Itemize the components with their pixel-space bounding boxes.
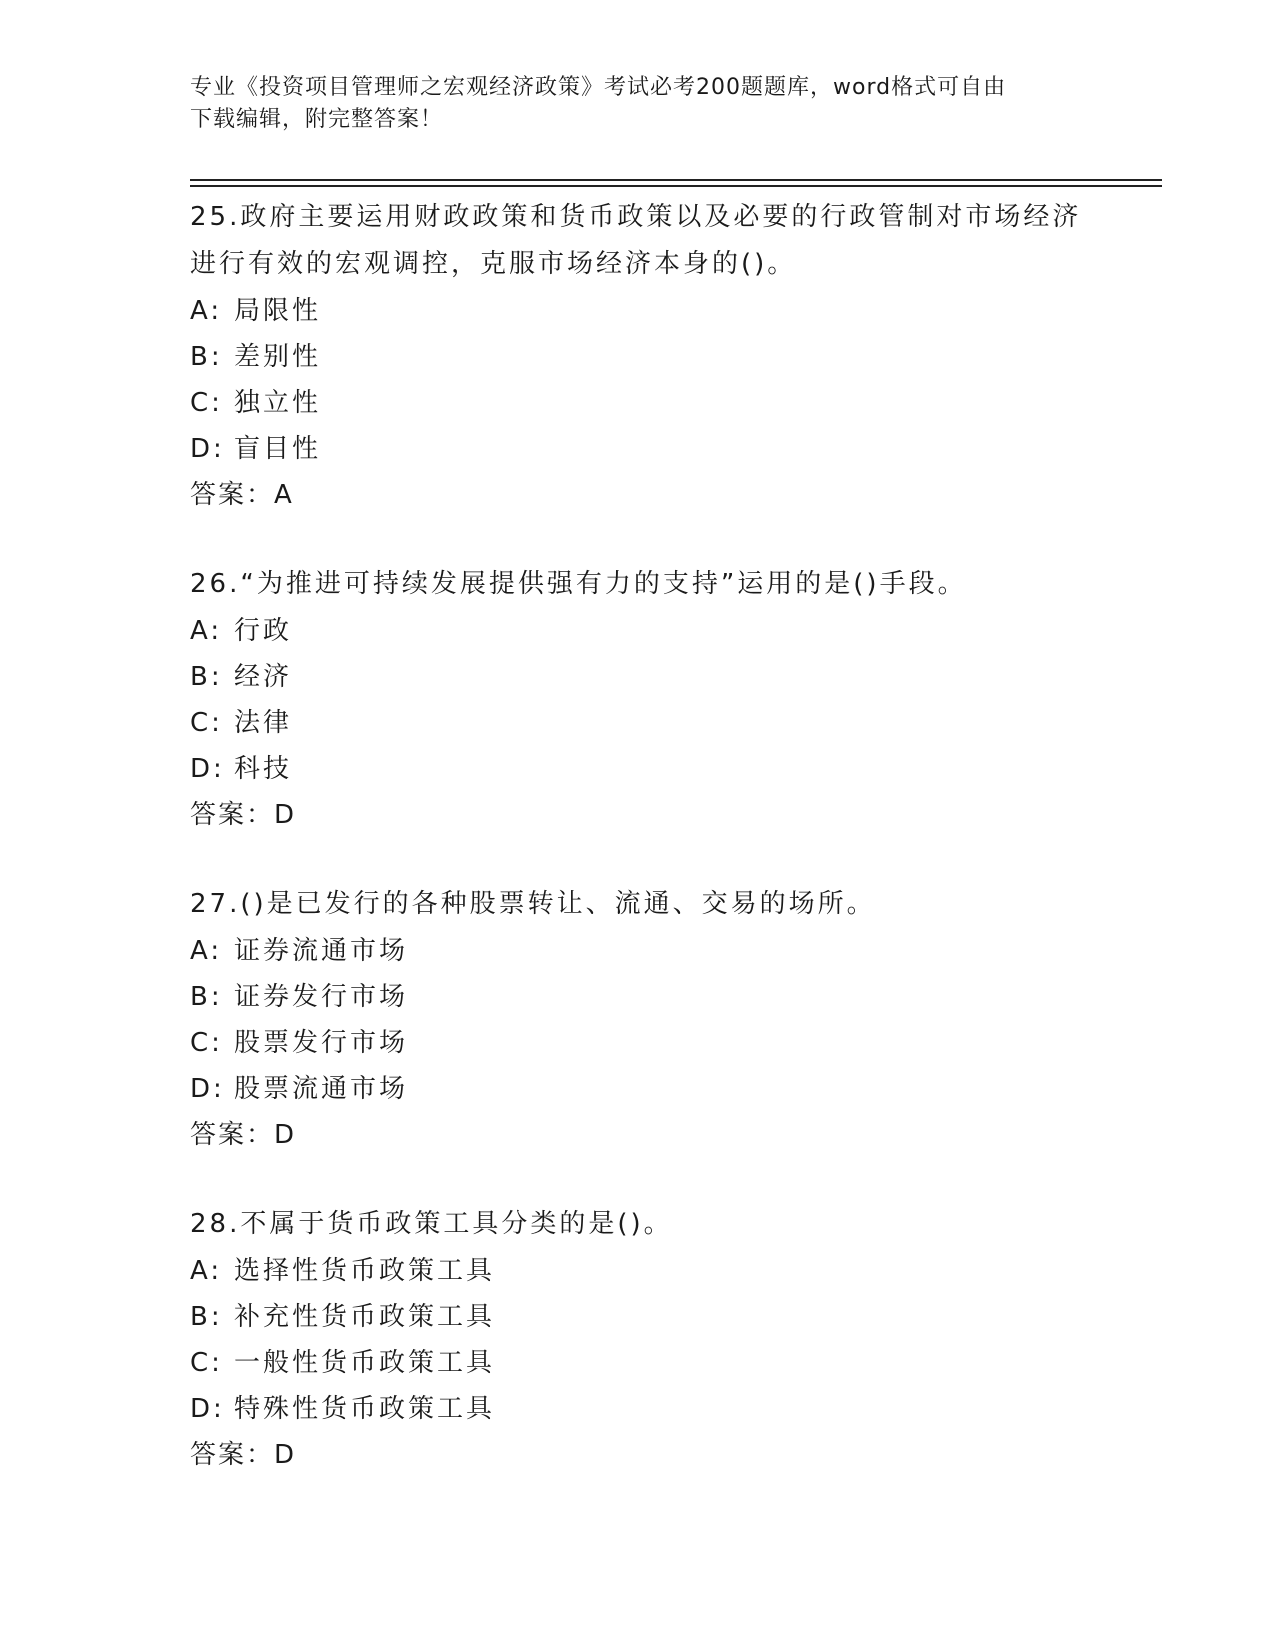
option-text: 独立性: [234, 388, 322, 418]
option-d: [190, 426, 1090, 472]
option-text: 证券流通市场: [234, 936, 409, 966]
option-text: 一般性货币政策工具: [234, 1348, 496, 1378]
option-a: [190, 288, 1090, 334]
option-letter: A:: [190, 616, 223, 646]
answer-value: A: [274, 480, 294, 510]
option-d: [190, 746, 1090, 792]
header-divider-top: [190, 179, 1162, 181]
option-c: [190, 1020, 1090, 1066]
option-b: [190, 974, 1090, 1020]
question-text-line-1: 26.“为推进可持续发展提供强有力的支持”运用的是()手段。: [190, 569, 967, 599]
question-text: [190, 1201, 1090, 1248]
option-d: [190, 1386, 1090, 1432]
option-d: [190, 1066, 1090, 1112]
answer-line: [190, 1112, 1090, 1158]
option-letter: C:: [190, 1348, 223, 1378]
header-line-1: 专业《投资项目管理师之宏观经济政策》考试必考200题题库，word格式可自由: [190, 75, 1007, 100]
answer-label: 答案：: [190, 480, 275, 510]
question-text: [190, 561, 1090, 608]
question-text-line-1: 25.政府主要运用财政政策和货币政策以及必要的行政管制对市场经济: [190, 202, 1082, 232]
option-c: [190, 380, 1090, 426]
answer-value: D: [274, 1120, 297, 1150]
option-letter: B:: [190, 982, 223, 1012]
option-letter: C:: [190, 388, 223, 418]
question-26: [190, 561, 1090, 838]
option-b: [190, 1294, 1090, 1340]
option-text: 局限性: [234, 296, 322, 326]
option-letter: D:: [190, 434, 225, 464]
option-letter: D:: [190, 1394, 225, 1424]
header-line-2: 下载编辑，附完整答案！: [190, 107, 444, 132]
option-text: 盲目性: [234, 434, 322, 464]
option-text: 科技: [234, 754, 293, 784]
option-letter: C:: [190, 708, 223, 738]
option-text: 法律: [234, 708, 293, 738]
answer-line: [190, 792, 1090, 838]
question-25: [190, 194, 1090, 518]
option-c: [190, 1340, 1090, 1386]
answer-value: D: [274, 1440, 297, 1470]
option-text: 经济: [234, 662, 293, 692]
question-text-line-1: 27.()是已发行的各种股票转让、流通、交易的场所。: [190, 889, 876, 919]
option-a: [190, 608, 1090, 654]
option-letter: C:: [190, 1028, 223, 1058]
question-text-line-2: 进行有效的宏观调控，克服市场经济本身的()。: [190, 249, 797, 279]
answer-label: 答案：: [190, 1120, 275, 1150]
question-text-line-1: 28.不属于货币政策工具分类的是()。: [190, 1209, 673, 1239]
question-27: [190, 881, 1090, 1158]
option-letter: A:: [190, 936, 223, 966]
answer-line: [190, 1432, 1090, 1478]
option-b: [190, 334, 1090, 380]
option-text: 补充性货币政策工具: [234, 1302, 496, 1332]
option-letter: D:: [190, 754, 225, 784]
option-text: 股票流通市场: [234, 1074, 409, 1104]
question-28: [190, 1201, 1090, 1478]
option-letter: B:: [190, 662, 223, 692]
option-letter: A:: [190, 296, 223, 326]
option-b: [190, 654, 1090, 700]
option-letter: A:: [190, 1256, 223, 1286]
question-list: [190, 194, 1090, 1521]
option-letter: D:: [190, 1074, 225, 1104]
answer-value: D: [274, 800, 297, 830]
option-text: 选择性货币政策工具: [234, 1256, 496, 1286]
question-text: [190, 881, 1090, 928]
option-letter: B:: [190, 342, 223, 372]
document-header: [190, 72, 1090, 136]
answer-line: [190, 472, 1090, 518]
option-text: 差别性: [234, 342, 322, 372]
option-letter: B:: [190, 1302, 223, 1332]
option-a: [190, 1248, 1090, 1294]
option-text: 证券发行市场: [234, 982, 409, 1012]
question-text: [190, 194, 1090, 288]
answer-label: 答案：: [190, 800, 275, 830]
option-text: 特殊性货币政策工具: [234, 1394, 496, 1424]
header-divider-bottom: [190, 185, 1162, 187]
option-text: 行政: [234, 616, 293, 646]
option-c: [190, 700, 1090, 746]
option-a: [190, 928, 1090, 974]
answer-label: 答案：: [190, 1440, 275, 1470]
option-text: 股票发行市场: [234, 1028, 409, 1058]
